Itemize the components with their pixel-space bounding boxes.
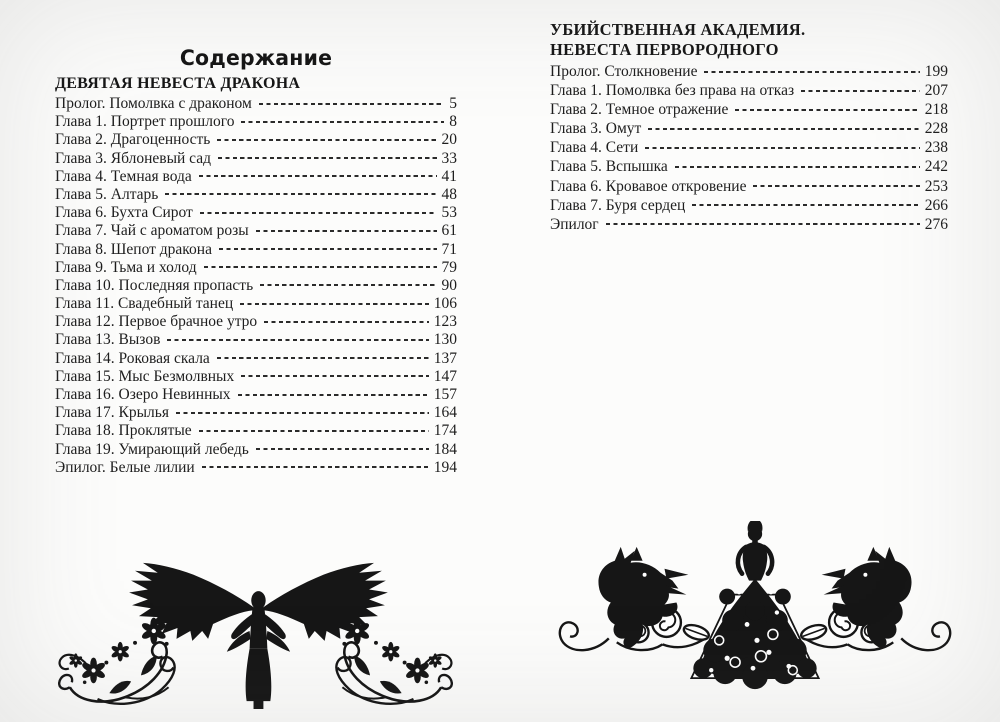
chapter-title: Глава 6. Бухта Сирот (55, 204, 193, 222)
page-number: 199 (924, 63, 948, 80)
toc-entry (550, 177, 948, 196)
chapter-title: Глава 1. Портрет прошлого (55, 113, 235, 131)
chapter-title: Глава 17. Крылья (55, 404, 169, 422)
page-number: 5 (449, 95, 457, 112)
dragon-swirl-right (799, 547, 950, 650)
toc-entry (55, 386, 457, 404)
dragon-rose-ornament (551, 521, 959, 705)
chapter-title: Глава 5. Вспышка (550, 158, 668, 176)
toc-entry (55, 277, 457, 295)
page-number: 276 (924, 215, 948, 233)
chapter-title: Глава 5. Алтарь (55, 185, 159, 203)
toc-entry (550, 196, 948, 215)
page-number: 8 (449, 113, 457, 131)
chapter-title: Эпилог. Белые лилии (55, 458, 195, 476)
chapter-title: Глава 7. Чай с ароматом розы (55, 222, 249, 240)
toc-entry (55, 459, 457, 477)
page-number: 79 (441, 258, 457, 276)
floral-flourish-left (59, 618, 174, 704)
chapter-title: Глава 2. Драгоценность (55, 131, 211, 149)
toc-entry (550, 138, 948, 157)
chapter-title: Глава 2. Темное отражение (550, 101, 729, 119)
page-number: 48 (441, 185, 457, 203)
chapter-title: Глава 14. Роковая скала (55, 349, 210, 367)
chapter-title: Эпилог (550, 215, 599, 233)
toc-entry (55, 186, 457, 204)
chapter-title: Глава 18. Проклятые (55, 422, 192, 440)
chapter-title: Глава 3. Яблоневый сад (55, 149, 212, 167)
left-book-title: ДЕВЯТАЯ НЕВЕСТА ДРАКОНА (55, 75, 301, 92)
chapter-title: Глава 12. Первое брачное утро (55, 313, 258, 331)
dragon-swirl-left (560, 547, 711, 650)
toc-entry (55, 295, 457, 313)
toc-entry (55, 404, 457, 422)
page-number: 41 (441, 167, 457, 185)
toc-entry (55, 259, 457, 277)
page-number: 266 (924, 196, 948, 214)
chapter-title: Глава 1. Помолвка без права на отказ (550, 82, 795, 100)
toc-entry (55, 313, 457, 331)
toc-entry (550, 100, 948, 119)
page-number: 157 (433, 386, 457, 403)
chapter-title: Глава 9. Тьма и холод (55, 258, 197, 276)
page-number: 20 (441, 131, 457, 149)
page-number: 228 (924, 120, 948, 138)
toc-entry (55, 241, 457, 259)
toc-entry (55, 113, 457, 131)
page-number: 184 (433, 440, 457, 458)
page-number: 218 (924, 101, 948, 119)
toc-entry (550, 157, 948, 176)
page-number: 174 (433, 422, 457, 440)
contents-heading: Содержание (179, 46, 333, 71)
woman-silhouette (691, 521, 818, 689)
page-number: 33 (441, 149, 457, 167)
page-number: 53 (441, 204, 457, 222)
chapter-title: Глава 10. Последняя пропасть (55, 276, 254, 294)
chapter-title: Глава 16. Озеро Невинных (55, 386, 231, 403)
toc-entry (550, 62, 948, 81)
toc-entry (55, 168, 457, 186)
toc-entry (55, 150, 457, 168)
page-number: 61 (441, 222, 457, 240)
page-number: 164 (433, 404, 457, 422)
toc-entry (550, 119, 948, 138)
toc-entry (550, 81, 948, 100)
toc-entry (55, 131, 457, 149)
page-number: 238 (924, 139, 948, 157)
left-page (55, 46, 457, 477)
chapter-title: Глава 7. Буря сердец (550, 196, 686, 214)
toc-entry (550, 215, 948, 234)
right-book-title-line2: НЕВЕСТА ПЕРВОРОДНОГО (550, 39, 779, 59)
page-number: 207 (924, 82, 948, 100)
toc-entry (55, 422, 457, 440)
right-page (550, 20, 948, 234)
toc-entry (55, 441, 457, 459)
chapter-title: Глава 4. Сети (550, 139, 639, 157)
toc-entry (55, 222, 457, 240)
right-toc (550, 62, 948, 234)
page-number: 137 (433, 349, 457, 367)
right-book-title-line1: УБИЙСТВЕННАЯ АКАДЕМИЯ. (550, 20, 806, 39)
page-number: 130 (433, 331, 457, 349)
toc-entry (55, 368, 457, 386)
chapter-title: Глава 6. Кровавое откровение (550, 177, 747, 195)
left-toc (55, 95, 457, 477)
chapter-title: Пролог. Столкновение (550, 63, 698, 80)
page-number: 90 (441, 276, 457, 294)
toc-entry (55, 331, 457, 349)
angel-flourish-ornament (58, 545, 453, 710)
toc-entry (55, 95, 457, 113)
chapter-title: Глава 13. Вызов (55, 331, 161, 349)
chapter-title: Глава 3. Омут (550, 120, 642, 138)
chapter-title: Глава 15. Мыс Безмолвных (55, 367, 235, 385)
toc-entry (55, 204, 457, 222)
chapter-title: Глава 8. Шепот дракона (55, 240, 212, 258)
page-number: 147 (433, 367, 457, 385)
chapter-title: Глава 19. Умирающий лебедь (55, 440, 249, 458)
page-number: 242 (924, 158, 948, 176)
page-number: 123 (433, 313, 457, 331)
page-number: 194 (433, 458, 457, 476)
chapter-title: Пролог. Помолвка с драконом (55, 95, 252, 112)
chapter-title: Глава 4. Темная вода (55, 167, 192, 185)
page-number: 106 (433, 295, 457, 313)
right-book-title (550, 20, 948, 59)
toc-entry (55, 350, 457, 368)
chapter-title: Глава 11. Свадебный танец (55, 295, 234, 313)
page-number: 71 (441, 240, 457, 258)
page-number: 253 (924, 177, 948, 195)
